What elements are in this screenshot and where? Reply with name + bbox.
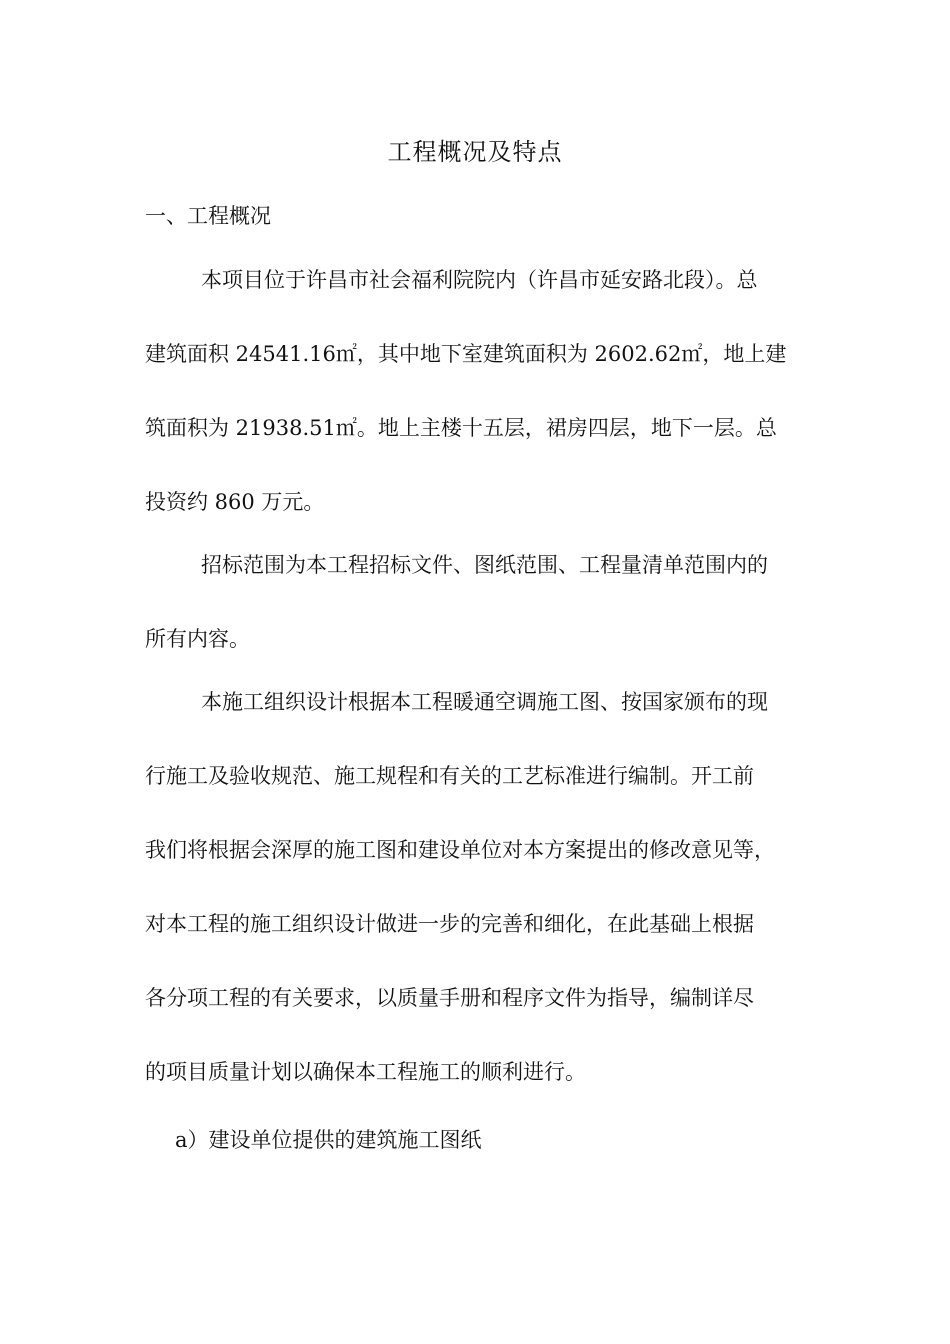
paragraph-2-line-2: 所有内容。: [145, 627, 250, 651]
paragraph-3-line-3: 我们将根据会深厚的施工图和建设单位对本方案提出的修改意见等，: [145, 838, 775, 862]
paragraph-1-line-2: 建筑面积 24541.16㎡，其中地下室建筑面积为 2602.62㎡，地上建: [145, 342, 787, 366]
paragraph-3-line-2: 行施工及验收规范、施工规程和有关的工艺标准进行编制。开工前: [145, 764, 754, 788]
paragraph-1-line-1: 本项目位于许昌市社会福利院院内（许昌市延安路北段）。总: [201, 268, 758, 292]
paragraph-3-line-6: 的项目质量计划以确保本工程施工的顺利进行。: [145, 1060, 586, 1084]
page-title: 工程概况及特点: [387, 138, 563, 166]
paragraph-1-line-4: 投资约 860 万元。: [145, 490, 325, 514]
paragraph-3-line-1: 本施工组织设计根据本工程暖通空调施工图、按国家颁布的现: [201, 690, 768, 714]
section-heading: 一、工程概况: [145, 204, 271, 228]
list-item-a: a）建设单位提供的建筑施工图纸: [175, 1128, 482, 1152]
paragraph-2-line-1: 招标范围为本工程招标文件、图纸范围、工程量清单范围内的: [201, 553, 768, 577]
paragraph-3-line-5: 各分项工程的有关要求，以质量手册和程序文件为指导，编制详尽: [145, 986, 754, 1010]
paragraph-1-line-3: 筑面积为 21938.51㎡。地上主楼十五层，裙房四层，地下一层。总: [145, 416, 777, 440]
paragraph-3-line-4: 对本工程的施工组织设计做进一步的完善和细化，在此基础上根据: [145, 912, 754, 936]
